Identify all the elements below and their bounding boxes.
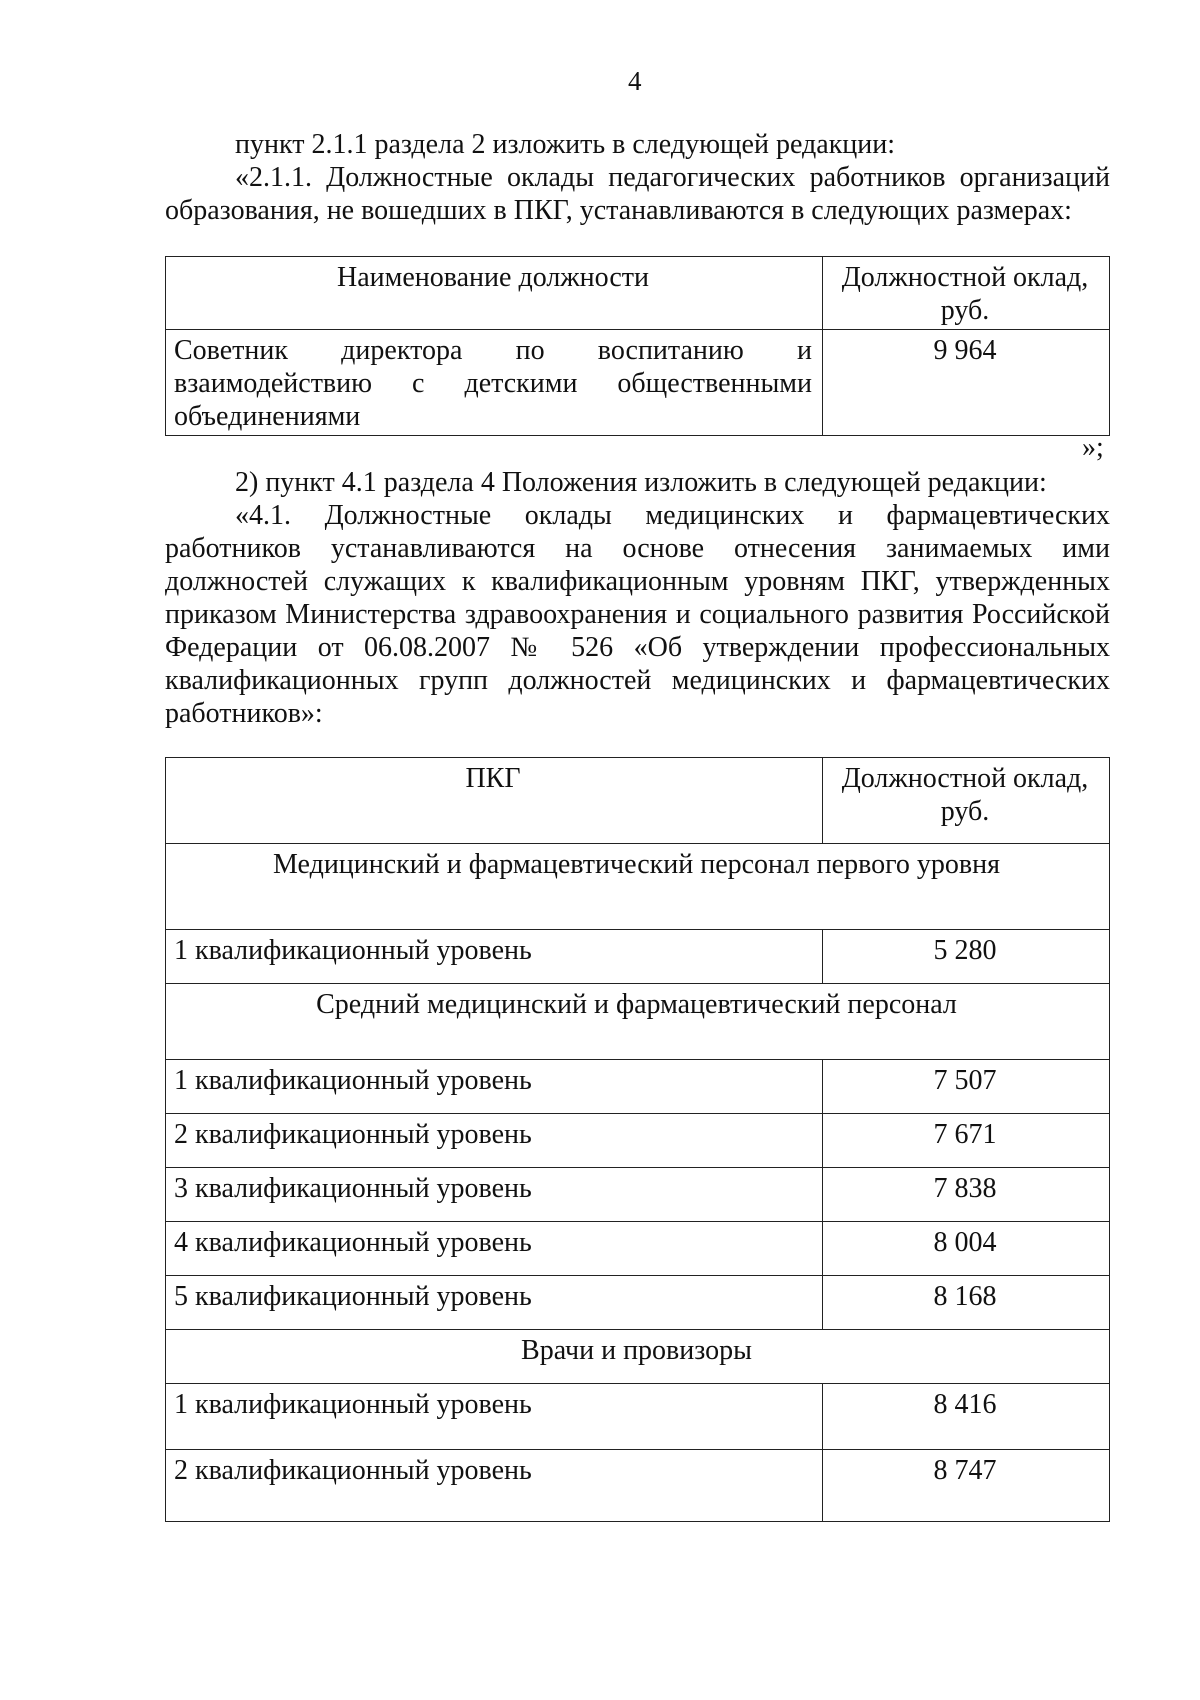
table-row	[166, 1060, 1110, 1114]
paragraph-4-1: «4.1. Должностные оклады медицинских и фармацевтических работников устанавливаются на основе отнесения занимаемых ими должностей служащих к квалификационным уровням ПКГ, утвержденных приказом Министерства здравоохранения и социального развития Российской Федерации от 06.08.2007 № 526 «Об утверждении профессиональных квалификационных групп должностей медицинских и фармацевтических работников»:	[165, 500, 1110, 729]
salary-cell: 8 004	[823, 1222, 1110, 1276]
group-title: Врачи и провизоры	[166, 1330, 1110, 1384]
level-cell: 5 квалификационный уровень	[166, 1276, 823, 1330]
level-cell: 1 квалификационный уровень	[166, 1060, 823, 1114]
salary-cell: 7 671	[823, 1114, 1110, 1168]
header-pkg: ПКГ	[166, 758, 823, 844]
table-row	[166, 330, 1110, 436]
table-row	[166, 1384, 1110, 1450]
group-title: Средний медицинский и фармацевтический персонал	[166, 984, 1110, 1060]
table-row	[166, 1450, 1110, 1522]
table-row	[166, 1222, 1110, 1276]
quote-close: »;	[1082, 432, 1104, 463]
table-row	[166, 930, 1110, 984]
table-header-row	[166, 257, 1110, 330]
position-name-cell	[166, 330, 823, 436]
salary-cell: 7 507	[823, 1060, 1110, 1114]
paragraph-intro: пункт 2.1.1 раздела 2 изложить в следующей редакции:	[235, 129, 896, 160]
salary-cell: 8 416	[823, 1384, 1110, 1450]
group-title-row	[166, 844, 1110, 930]
page-number: 4	[628, 66, 642, 96]
group-title-row	[166, 1330, 1110, 1384]
table-row	[166, 1114, 1110, 1168]
group-title-row	[166, 984, 1110, 1060]
header-position-name: Наименование должности	[166, 257, 823, 330]
table-header-row	[166, 758, 1110, 844]
level-cell: 4 квалификационный уровень	[166, 1222, 823, 1276]
position-name: Советник директора по воспитанию и взаимодействию с детскими общественными объединениями	[174, 335, 812, 432]
level-cell: 2 квалификационный уровень	[166, 1114, 823, 1168]
group-title: Медицинский и фармацевтический персонал первого уровня	[166, 844, 1110, 930]
level-cell: 3 квалификационный уровень	[166, 1168, 823, 1222]
table-teacher-salaries	[165, 256, 1110, 436]
salary-cell: 7 838	[823, 1168, 1110, 1222]
salary-cell: 8 168	[823, 1276, 1110, 1330]
salary-cell: 9 964	[823, 330, 1110, 436]
table-row	[166, 1276, 1110, 1330]
header-salary: Должностной оклад, руб.	[823, 758, 1110, 844]
salary-cell: 8 747	[823, 1450, 1110, 1522]
table-medical-salaries	[165, 757, 1110, 1522]
header-salary: Должностной оклад, руб.	[823, 257, 1110, 330]
table-row	[166, 1168, 1110, 1222]
paragraph-item-2: 2) пункт 4.1 раздела 4 Положения изложить в следующей редакции:	[235, 467, 1047, 498]
paragraph-2-1-1: «2.1.1. Должностные оклады педагогических работников организаций образования, не вошедших в ПКГ, устанавливаются в следующих размерах:	[165, 162, 1110, 226]
level-cell: 2 квалификационный уровень	[166, 1450, 823, 1522]
salary-cell: 5 280	[823, 930, 1110, 984]
level-cell: 1 квалификационный уровень	[166, 1384, 823, 1450]
level-cell: 1 квалификационный уровень	[166, 930, 823, 984]
